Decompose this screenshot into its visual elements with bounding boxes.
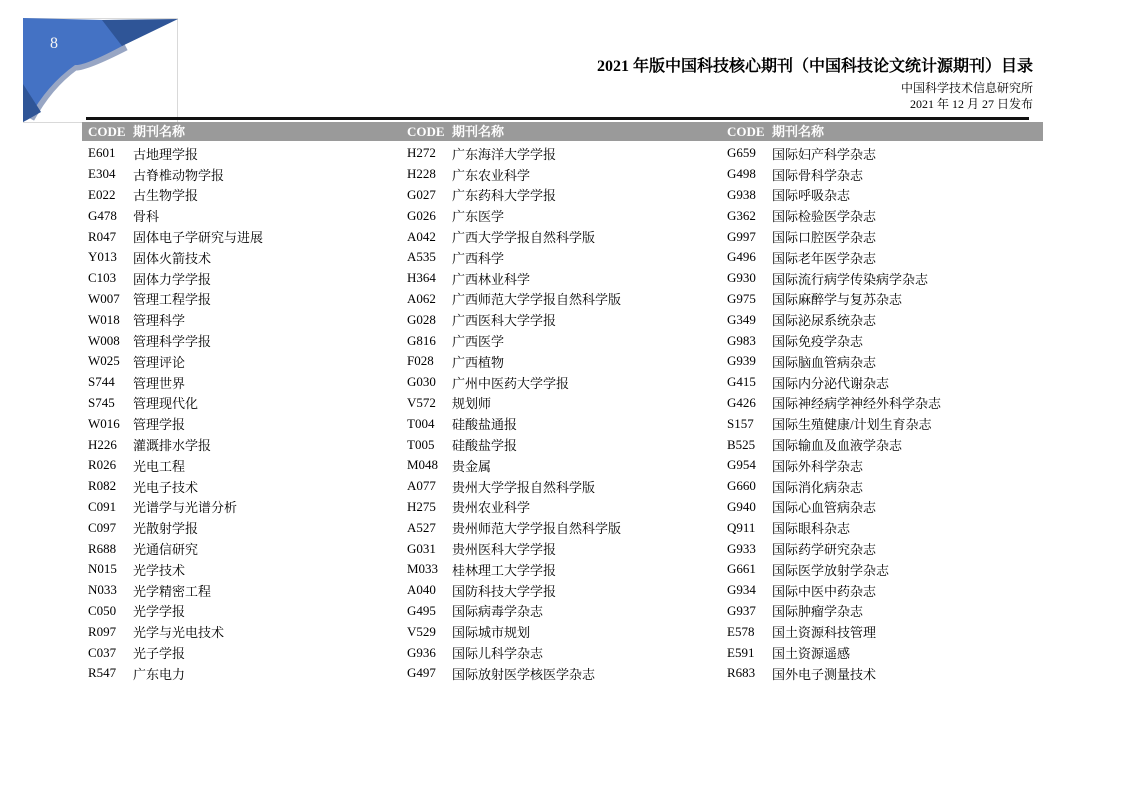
journal-row bbox=[727, 185, 941, 206]
journal-code: M033 bbox=[407, 561, 439, 577]
table-header-bar bbox=[82, 122, 1043, 141]
journal-name: 广西大学学报自然科学版 bbox=[452, 230, 596, 246]
journal-code: G498 bbox=[727, 166, 756, 182]
journal-code: A077 bbox=[407, 478, 436, 494]
journal-row bbox=[88, 601, 263, 622]
name-header-label: 期刊名称 bbox=[452, 124, 505, 139]
journal-column-3 bbox=[727, 143, 941, 684]
journal-code: G816 bbox=[407, 332, 436, 348]
journal-name: 管理科学 bbox=[133, 313, 186, 329]
journal-code: S157 bbox=[727, 415, 754, 431]
journal-row bbox=[407, 309, 621, 330]
journal-name: 广东海洋大学学报 bbox=[452, 146, 557, 162]
journal-code: C050 bbox=[88, 602, 117, 618]
journal-name: 管理现代化 bbox=[133, 396, 199, 412]
journal-code: G362 bbox=[727, 207, 756, 223]
journal-row bbox=[88, 476, 263, 497]
journal-row bbox=[88, 164, 263, 185]
journal-row bbox=[88, 580, 263, 601]
journal-name: 国际儿科学杂志 bbox=[452, 646, 544, 662]
journal-code: W025 bbox=[88, 353, 120, 369]
journal-code: R026 bbox=[88, 457, 117, 473]
journal-name: 国际输血及血液学杂志 bbox=[772, 438, 903, 454]
journal-name: 国土资源科技管理 bbox=[772, 625, 877, 641]
journal-code: Y013 bbox=[88, 249, 117, 265]
journal-code: C097 bbox=[88, 519, 117, 535]
journal-name: 光学学报 bbox=[133, 604, 186, 620]
journal-name: 光通信研究 bbox=[133, 542, 199, 558]
journal-name: 国际医学放射学杂志 bbox=[772, 562, 890, 578]
journal-code: E304 bbox=[88, 166, 116, 182]
code-header-label: CODE bbox=[727, 124, 765, 139]
journal-name: 国际呼吸杂志 bbox=[772, 188, 851, 204]
journal-name: 国际泌尿系统杂志 bbox=[772, 313, 877, 329]
journal-code: R097 bbox=[88, 623, 117, 639]
journal-name: 管理科学学报 bbox=[133, 334, 212, 350]
journal-name: 贵州农业科学 bbox=[452, 500, 531, 516]
journal-code: G030 bbox=[407, 374, 436, 390]
journal-column-1 bbox=[88, 143, 263, 684]
journal-row bbox=[727, 164, 941, 185]
code-header-label: CODE bbox=[88, 124, 126, 139]
journal-name: 硅酸盐通报 bbox=[452, 417, 518, 433]
journal-name: 国际城市规划 bbox=[452, 625, 531, 641]
journal-name: 光散射学报 bbox=[133, 521, 199, 537]
journal-row bbox=[727, 559, 941, 580]
journal-name: 国际妇产科学杂志 bbox=[772, 146, 877, 162]
journal-code: G031 bbox=[407, 540, 436, 556]
journal-name: 光电子技术 bbox=[133, 479, 199, 495]
journal-code: R683 bbox=[727, 665, 756, 681]
journal-code: G939 bbox=[727, 353, 756, 369]
journal-name: 国际麻醉学与复苏杂志 bbox=[772, 292, 903, 308]
journal-code: G497 bbox=[407, 665, 436, 681]
journal-code: R047 bbox=[88, 228, 117, 244]
journal-name: 硅酸盐学报 bbox=[452, 438, 518, 454]
journal-name: 国际骨科学杂志 bbox=[772, 167, 864, 183]
journal-name: 国际病毒学杂志 bbox=[452, 604, 544, 620]
journal-row bbox=[88, 268, 263, 289]
journal-row bbox=[727, 372, 941, 393]
journal-row bbox=[407, 476, 621, 497]
journal-row bbox=[88, 351, 263, 372]
publisher: 中国科学技术信息研究所 bbox=[900, 81, 1033, 95]
journal-row bbox=[727, 601, 941, 622]
journal-row bbox=[88, 205, 263, 226]
journal-row bbox=[407, 164, 621, 185]
journal-code: G415 bbox=[727, 374, 756, 390]
journal-code: G937 bbox=[727, 602, 756, 618]
journal-row bbox=[88, 517, 263, 538]
journal-code: E578 bbox=[727, 623, 755, 639]
journal-name: 光学技术 bbox=[133, 562, 186, 578]
journal-name: 国际药学研究杂志 bbox=[772, 542, 877, 558]
journal-name: 国防科技大学学报 bbox=[452, 583, 557, 599]
journal-row bbox=[727, 517, 941, 538]
journal-name: 国际生殖健康/计划生育杂志 bbox=[772, 417, 932, 433]
journal-name: 灌溉排水学报 bbox=[133, 438, 212, 454]
journal-row bbox=[407, 434, 621, 455]
journal-row bbox=[727, 476, 941, 497]
journal-code: E601 bbox=[88, 145, 116, 161]
journal-code: R082 bbox=[88, 478, 117, 494]
journal-code: W016 bbox=[88, 415, 120, 431]
journal-row bbox=[727, 497, 941, 518]
journal-code: E591 bbox=[727, 644, 755, 660]
journal-name: 管理工程学报 bbox=[133, 292, 212, 308]
journal-name: 贵州大学学报自然科学版 bbox=[452, 479, 596, 495]
journal-name: 桂林理工大学学报 bbox=[452, 562, 557, 578]
journal-row bbox=[88, 455, 263, 476]
journal-name: 国际中医中药杂志 bbox=[772, 583, 877, 599]
journal-row bbox=[727, 434, 941, 455]
journal-row bbox=[88, 434, 263, 455]
journal-row bbox=[88, 642, 263, 663]
journal-row bbox=[727, 289, 941, 310]
journal-code: C091 bbox=[88, 498, 117, 514]
journal-name: 国际眼科杂志 bbox=[772, 521, 851, 537]
journal-code: S745 bbox=[88, 394, 115, 410]
journal-code: G495 bbox=[407, 602, 436, 618]
journal-name: 国际免疫学杂志 bbox=[772, 334, 864, 350]
journal-code: G661 bbox=[727, 561, 756, 577]
header-block bbox=[597, 56, 1033, 112]
journal-name: 固体火箭技术 bbox=[133, 250, 212, 266]
journal-code: G028 bbox=[407, 311, 436, 327]
header-rule bbox=[86, 117, 1029, 120]
journal-row bbox=[88, 309, 263, 330]
journal-name: 国际老年医学杂志 bbox=[772, 250, 877, 266]
journal-code: H364 bbox=[407, 270, 436, 286]
journal-row bbox=[727, 455, 941, 476]
journal-code: V529 bbox=[407, 623, 436, 639]
name-header-label: 期刊名称 bbox=[772, 124, 825, 139]
journal-row bbox=[88, 372, 263, 393]
journal-name: 国外电子测量技术 bbox=[772, 666, 877, 682]
journal-row bbox=[407, 351, 621, 372]
code-header-label: CODE bbox=[407, 124, 445, 139]
journal-code: H226 bbox=[88, 436, 117, 452]
journal-code: W018 bbox=[88, 311, 120, 327]
journal-code: A042 bbox=[407, 228, 436, 244]
journal-code: G026 bbox=[407, 207, 436, 223]
journal-code: G496 bbox=[727, 249, 756, 265]
journal-code: G983 bbox=[727, 332, 756, 348]
journal-column-2 bbox=[407, 143, 621, 684]
journal-code: A062 bbox=[407, 290, 436, 306]
journal-name: 古地理学报 bbox=[133, 146, 199, 162]
journal-row bbox=[407, 226, 621, 247]
publish-date: 2021 年 12 月 27 日发布 bbox=[909, 97, 1033, 111]
journal-row bbox=[727, 143, 941, 164]
journal-code: R547 bbox=[88, 665, 117, 681]
journal-row bbox=[727, 393, 941, 414]
journal-code: E022 bbox=[88, 186, 116, 202]
journal-code: F028 bbox=[407, 353, 434, 369]
journal-name: 光学与光电技术 bbox=[133, 625, 225, 641]
journal-name: 光电工程 bbox=[133, 458, 186, 474]
journal-name: 古生物学报 bbox=[133, 188, 199, 204]
journal-name: 贵州医科大学学报 bbox=[452, 542, 557, 558]
journal-name: 贵州师范大学学报自然科学版 bbox=[452, 521, 622, 537]
journal-row bbox=[407, 497, 621, 518]
journal-code: G930 bbox=[727, 270, 756, 286]
journal-name: 广东药科大学学报 bbox=[452, 188, 557, 204]
journal-code: C037 bbox=[88, 644, 117, 660]
journal-row bbox=[407, 517, 621, 538]
journal-code: H228 bbox=[407, 166, 436, 182]
journal-row bbox=[407, 205, 621, 226]
journal-name: 管理学报 bbox=[133, 417, 186, 433]
journal-name: 广州中医药大学学报 bbox=[452, 375, 570, 391]
journal-code: C103 bbox=[88, 270, 117, 286]
journal-row bbox=[88, 143, 263, 164]
journal-row bbox=[407, 393, 621, 414]
journal-row bbox=[88, 393, 263, 414]
journal-row bbox=[727, 309, 941, 330]
journal-row bbox=[88, 289, 263, 310]
journal-name: 光谱学与光谱分析 bbox=[133, 500, 238, 516]
journal-code: W008 bbox=[88, 332, 120, 348]
journal-row bbox=[727, 580, 941, 601]
table-header-group-2 bbox=[407, 122, 504, 141]
journal-name: 国际流行病学传染病学杂志 bbox=[772, 271, 929, 287]
journal-name: 国际检验医学杂志 bbox=[772, 209, 877, 225]
journal-row bbox=[88, 559, 263, 580]
page-number: 8 bbox=[50, 35, 58, 52]
journal-code: G426 bbox=[727, 394, 756, 410]
journal-row bbox=[407, 330, 621, 351]
journal-name: 广西林业科学 bbox=[452, 271, 531, 287]
journal-row bbox=[407, 372, 621, 393]
journal-name: 骨科 bbox=[133, 209, 160, 225]
journal-code: G027 bbox=[407, 186, 436, 202]
journal-name: 国土资源遥感 bbox=[772, 646, 851, 662]
journal-row bbox=[88, 185, 263, 206]
journal-code: N015 bbox=[88, 561, 117, 577]
journal-code: B525 bbox=[727, 436, 756, 452]
journal-row bbox=[88, 497, 263, 518]
journal-code: G938 bbox=[727, 186, 756, 202]
journal-name: 广东医学 bbox=[452, 209, 505, 225]
journal-code: T004 bbox=[407, 415, 435, 431]
journal-row bbox=[407, 621, 621, 642]
journal-row bbox=[407, 663, 621, 684]
table-header-group-3 bbox=[727, 122, 824, 141]
journal-row bbox=[407, 413, 621, 434]
journal-name: 光学精密工程 bbox=[133, 583, 212, 599]
journal-row bbox=[727, 538, 941, 559]
journal-row bbox=[727, 330, 941, 351]
journal-name: 国际肿瘤学杂志 bbox=[772, 604, 864, 620]
journal-row bbox=[88, 413, 263, 434]
journal-row bbox=[727, 642, 941, 663]
journal-code: G934 bbox=[727, 582, 756, 598]
journal-code: G975 bbox=[727, 290, 756, 306]
journal-name: 固体电子学研究与进展 bbox=[133, 230, 264, 246]
journal-row bbox=[407, 559, 621, 580]
journal-code: A535 bbox=[407, 249, 436, 265]
journal-name: 广西植物 bbox=[452, 354, 505, 370]
journal-row bbox=[727, 268, 941, 289]
journal-code: G659 bbox=[727, 145, 756, 161]
journal-code: G349 bbox=[727, 311, 756, 327]
page-title: 2021 年版中国科技核心期刊（中国科技论文统计源期刊）目录 bbox=[596, 58, 1033, 75]
journal-code: G478 bbox=[88, 207, 117, 223]
journal-code: M048 bbox=[407, 457, 439, 473]
journal-name: 管理评论 bbox=[133, 354, 186, 370]
journal-row bbox=[407, 268, 621, 289]
journal-row bbox=[407, 455, 621, 476]
journal-code: G933 bbox=[727, 540, 756, 556]
journal-name: 固体力学学报 bbox=[133, 271, 212, 287]
journal-row bbox=[407, 289, 621, 310]
journal-name: 规划师 bbox=[452, 396, 492, 412]
journal-name: 广东农业科学 bbox=[452, 167, 531, 183]
journal-row bbox=[727, 205, 941, 226]
journal-name: 光子学报 bbox=[133, 646, 186, 662]
journal-name: 国际消化病杂志 bbox=[772, 479, 864, 495]
journal-code: W007 bbox=[88, 290, 120, 306]
journal-row bbox=[88, 663, 263, 684]
journal-code: R688 bbox=[88, 540, 117, 556]
journal-row bbox=[407, 580, 621, 601]
journal-code: G940 bbox=[727, 498, 756, 514]
journal-name: 国际放射医学核医学杂志 bbox=[452, 666, 596, 682]
journal-row bbox=[407, 185, 621, 206]
journal-code: Q911 bbox=[727, 519, 756, 535]
page-number-graphic bbox=[23, 18, 178, 123]
journal-row bbox=[727, 226, 941, 247]
journal-name: 广东电力 bbox=[133, 666, 186, 682]
journal-row bbox=[88, 330, 263, 351]
journal-code: G997 bbox=[727, 228, 756, 244]
journal-row bbox=[727, 413, 941, 434]
journal-code: H275 bbox=[407, 498, 436, 514]
journal-row bbox=[88, 226, 263, 247]
journal-name: 古脊椎动物学报 bbox=[133, 167, 225, 183]
journal-name: 广西医学 bbox=[452, 334, 505, 350]
journal-name: 广西科学 bbox=[452, 250, 505, 266]
journal-code: G936 bbox=[407, 644, 436, 660]
journal-name: 国际脑血管病杂志 bbox=[772, 354, 877, 370]
journal-code: G954 bbox=[727, 457, 756, 473]
journal-row bbox=[407, 642, 621, 663]
journal-code: T005 bbox=[407, 436, 435, 452]
journal-row bbox=[407, 601, 621, 622]
journal-name: 贵金属 bbox=[452, 458, 492, 474]
journal-row bbox=[88, 621, 263, 642]
journal-name: 国际口腔医学杂志 bbox=[772, 230, 877, 246]
journal-name: 国际心血管病杂志 bbox=[772, 500, 877, 516]
journal-name: 管理世界 bbox=[133, 375, 186, 391]
journal-name: 广西师范大学学报自然科学版 bbox=[452, 292, 622, 308]
journal-row bbox=[407, 247, 621, 268]
journal-code: H272 bbox=[407, 145, 436, 161]
journal-row bbox=[727, 351, 941, 372]
journal-code: S744 bbox=[88, 374, 115, 390]
journal-row bbox=[407, 143, 621, 164]
journal-name: 广西医科大学学报 bbox=[452, 313, 557, 329]
journal-name: 国际外科学杂志 bbox=[772, 458, 864, 474]
journal-row bbox=[727, 663, 941, 684]
journal-code: N033 bbox=[88, 582, 117, 598]
journal-row bbox=[727, 247, 941, 268]
journal-code: G660 bbox=[727, 478, 756, 494]
journal-row bbox=[88, 247, 263, 268]
corner-decoration bbox=[23, 18, 178, 123]
journal-code: V572 bbox=[407, 394, 436, 410]
name-header-label: 期刊名称 bbox=[133, 124, 186, 139]
journal-code: A527 bbox=[407, 519, 436, 535]
journal-row bbox=[727, 621, 941, 642]
journal-name: 国际内分泌代谢杂志 bbox=[772, 375, 890, 391]
journal-code: A040 bbox=[407, 582, 436, 598]
journal-row bbox=[88, 538, 263, 559]
journal-row bbox=[407, 538, 621, 559]
table-header-group-1 bbox=[88, 122, 185, 141]
journal-name: 国际神经病学神经外科学杂志 bbox=[772, 396, 942, 412]
